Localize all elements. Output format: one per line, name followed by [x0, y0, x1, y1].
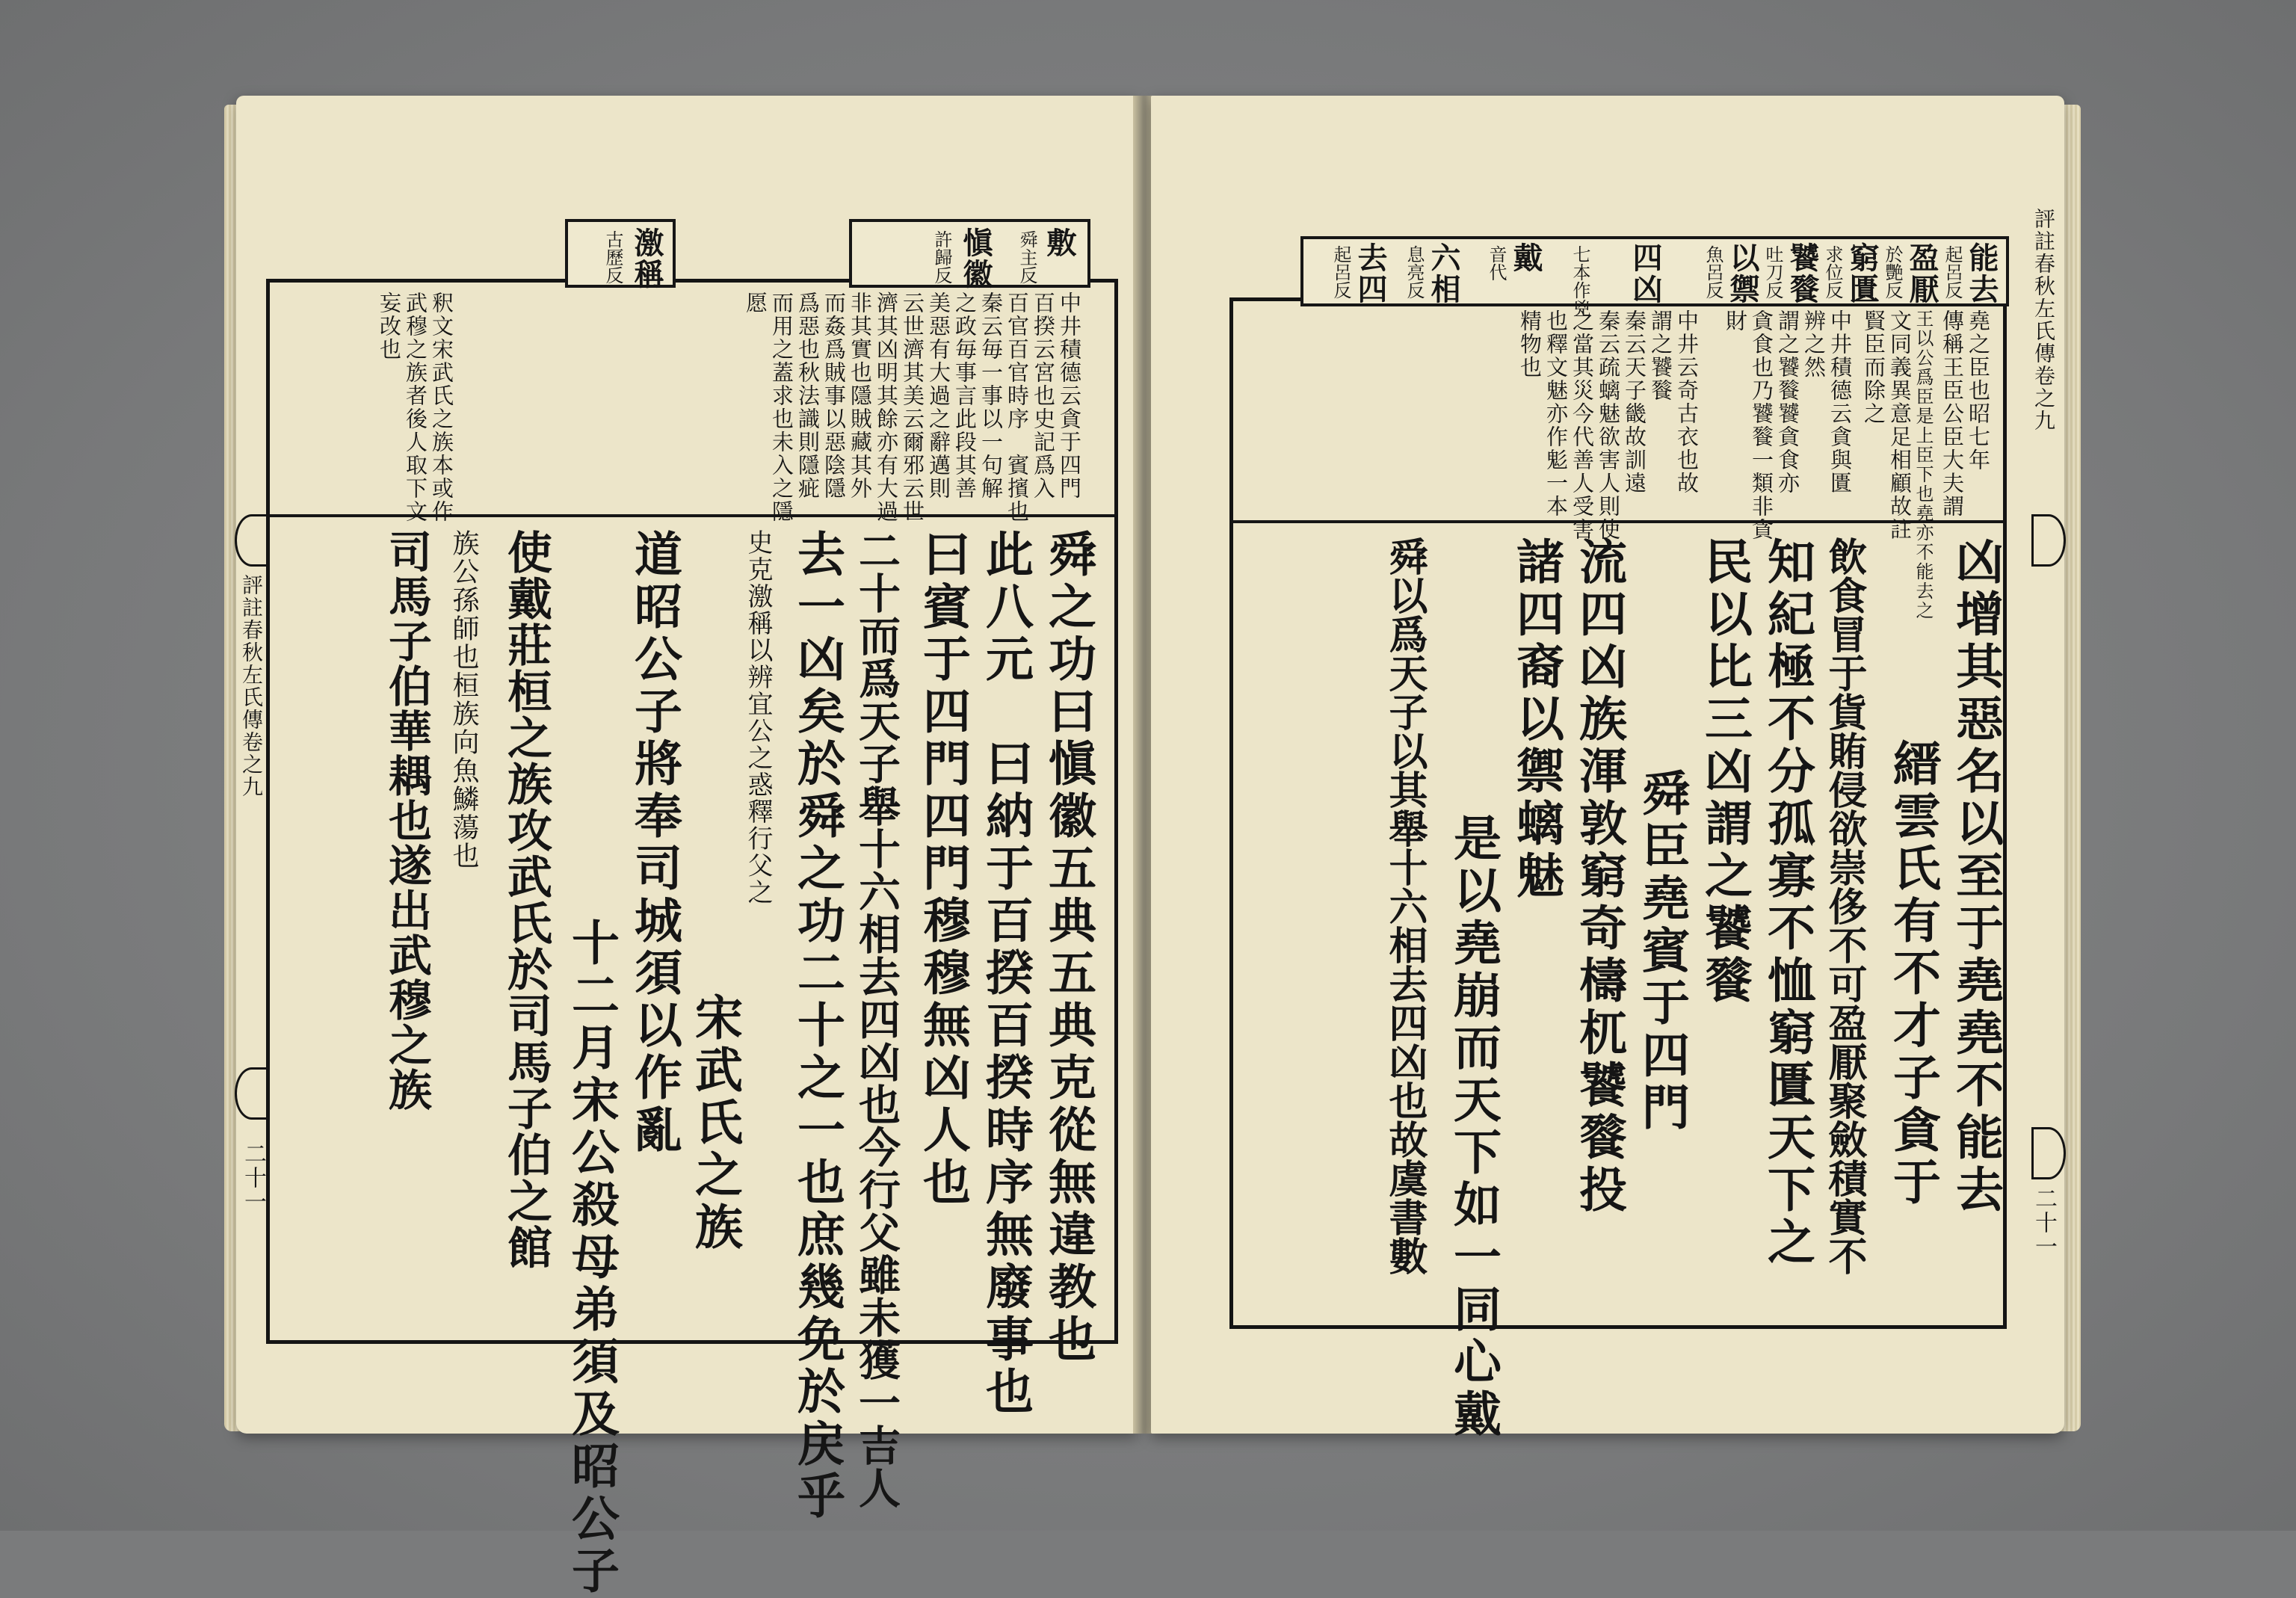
commentary-line: 賢臣而除之 [1861, 309, 1886, 425]
commentary-line: 中井云奇古衣也故 [1674, 309, 1700, 495]
headword-gloss: 許歸反 [931, 230, 952, 284]
headword-gloss: 七本作兇 [1570, 245, 1590, 317]
main-text-line: 司馬子伯華耦也遂出武穆之族 [381, 529, 432, 1112]
fishtail-mark [235, 514, 269, 567]
headword: 去四 [1353, 242, 1388, 305]
headword-gloss: 起呂反 [1942, 245, 1963, 299]
main-text-line: 此八元 曰納于百揆百揆時序無廢事也 [978, 529, 1034, 1419]
main-text-line: 舜以爲天子以其舉十六相去四凶也故虞書數 [1382, 537, 1428, 1275]
commentary-line: 非其實也隱賊藏其外 [848, 291, 873, 500]
fishtail-mark [2031, 1127, 2066, 1179]
commentary-line: 云世濟其美云爾邪云世 [900, 291, 925, 523]
commentary-line: 之政毎事言此段其善 [952, 291, 978, 500]
main-text-line: 宋武氏之族 [687, 993, 743, 1254]
headword-gloss: 舜主反 [1016, 230, 1037, 284]
fishtail-mark [235, 1067, 269, 1120]
headword-gloss: 吐刀反 [1762, 245, 1783, 299]
commentary-line: 中井積德云貪與匱 [1827, 309, 1853, 495]
main-text-line: 使戴莊桓之族攻武氏於司馬子伯之館 [500, 529, 552, 1271]
commentary-line: 百官百官時序 賓擯也 [1004, 291, 1030, 523]
commentary-line: 百揆云宮也史記爲入 [1031, 291, 1056, 500]
commentary-line: 傳稱王臣公臣大夫謂 [1939, 309, 1965, 518]
commentary-line: 精物也 [1517, 309, 1543, 379]
headword-gloss: 於艷反 [1882, 245, 1903, 299]
main-text-line: 民以比三凶謂之饕餮 [1697, 537, 1753, 1008]
headword-gloss: 起呂反 [1330, 245, 1351, 299]
main-text-line: 飲食冒于貨賄侵欲崇侈不可盈厭聚斂積實不 [1821, 537, 1867, 1275]
commentary-line: 而用之蓋求也未入之隱 [769, 291, 794, 523]
right-page [1151, 96, 2064, 1441]
headword: 以禦 [1725, 242, 1760, 305]
commentary-line: 王以公爲臣是上臣下也堯亦不能去之 [1913, 309, 1934, 620]
main-text-line: 是以堯崩而天下如一同心戴 [1445, 813, 1502, 1441]
main-text-line: 舜之功曰愼徽五典五典克從無違教也 [1040, 529, 1096, 1366]
headword: 六相 [1426, 242, 1461, 305]
headword-gloss: 求位反 [1822, 245, 1843, 299]
left-page [236, 96, 1138, 1598]
headword-gloss: 息亮反 [1404, 245, 1425, 299]
left-commentary-divider [266, 514, 1117, 517]
headword: 激稱 [629, 227, 664, 290]
main-text-line: 去一凶矣於舜之功二十之一也庶幾免於戻乎 [789, 529, 845, 1523]
headword-gloss: 古歷反 [602, 230, 623, 284]
commentary-line: 濟其凶明其餘亦有大過 [874, 291, 899, 523]
commentary-line: 而姦爲賊事以惡陰隱 [821, 291, 847, 500]
headword: 愼徽 [958, 227, 993, 290]
main-text-line: 曰賓于四門四門穆穆無凶人也 [915, 529, 971, 1209]
commentary-line: 之當其災今代善人受害 [1570, 309, 1595, 541]
commentary-line: 秦云天子畿故訓遠 [1622, 309, 1647, 495]
commentary-line: 中井積德云貪于四門 [1057, 291, 1082, 500]
main-text-line: 流四凶族渾敦窮奇檮杌饕餮投 [1571, 537, 1627, 1217]
folio-number: 二十一 [2031, 1187, 2057, 1259]
headword-gloss: 魚呂反 [1703, 245, 1723, 299]
commentary-line: 辨之然 [1801, 309, 1827, 379]
headword: 敷 [1042, 227, 1077, 259]
main-text-line: 族公孫師也桓族向魚鱗蕩也 [448, 529, 479, 870]
main-text-line: 舜臣堯賓于四門 [1634, 768, 1690, 1135]
commentary-line: 妄改也 [377, 291, 402, 361]
commentary-line: 謂之饕餮饕貪食亦 [1775, 309, 1800, 495]
headword: 能去 [1964, 242, 1999, 305]
commentary-line: 武穆之族者後人取下文 [403, 291, 428, 523]
fishtail-mark [2031, 514, 2066, 567]
commentary-line: 謂之饕餮 [1648, 309, 1673, 402]
main-text-line: 知紀極不分孤寡不恤窮匱天下之 [1759, 537, 1815, 1269]
commentary-line: 愿 [743, 291, 768, 315]
headword: 四凶 [1628, 242, 1663, 305]
commentary-line: 爲惡也秋法識則隱疵 [795, 291, 821, 500]
headword: 戴 [1508, 242, 1543, 274]
commentary-line: 堯之臣也昭七年 [1966, 309, 1991, 472]
commentary-line: 秦云毎一事以一句解 [978, 291, 1004, 500]
headword: 窮匱 [1845, 242, 1880, 305]
headword: 饕餮 [1785, 242, 1820, 305]
spine-title: 評註春秋左氏傳卷之九 [239, 574, 264, 798]
main-text-line: 二十而爲天子舉十六相去四凶也今行父雖未獲一吉人 [852, 529, 901, 1509]
main-text-line: 凶增其惡名以至于堯堯不能去 [1948, 537, 2004, 1217]
commentary-line: 也釋文魅亦作鬽一本 [1543, 309, 1569, 518]
spine-title: 評註春秋左氏傳卷之九 [2031, 208, 2056, 432]
headword-gloss: 音代 [1486, 245, 1507, 281]
commentary-line: 釈文宋武氏之族本或作 [429, 291, 454, 523]
main-text-line: 史克激稱以辨宜公之惑釋行父之 [743, 529, 773, 906]
commentary-line: 貪食也乃饕餮一類非貪 [1749, 309, 1774, 541]
main-text-line: 縉雲氏有不才子貪于 [1885, 738, 1941, 1209]
folio-number: 二十一 [240, 1142, 266, 1214]
main-text-line: 十二月宋公殺母弟須及昭公子 [564, 918, 620, 1598]
headword: 盈厭 [1904, 242, 1939, 305]
commentary-line: 財 [1723, 309, 1748, 333]
commentary-line: 秦云疏螭魅欲害人則使 [1596, 309, 1621, 541]
main-text-line: 諸四裔以禦螭魅 [1508, 537, 1564, 903]
commentary-line: 美惡有大過之辭邁則 [926, 291, 951, 500]
main-text-line: 道昭公子將奉司城須以作亂 [626, 529, 682, 1157]
commentary-line: 文同義異意足相顧故註 [1887, 309, 1913, 541]
